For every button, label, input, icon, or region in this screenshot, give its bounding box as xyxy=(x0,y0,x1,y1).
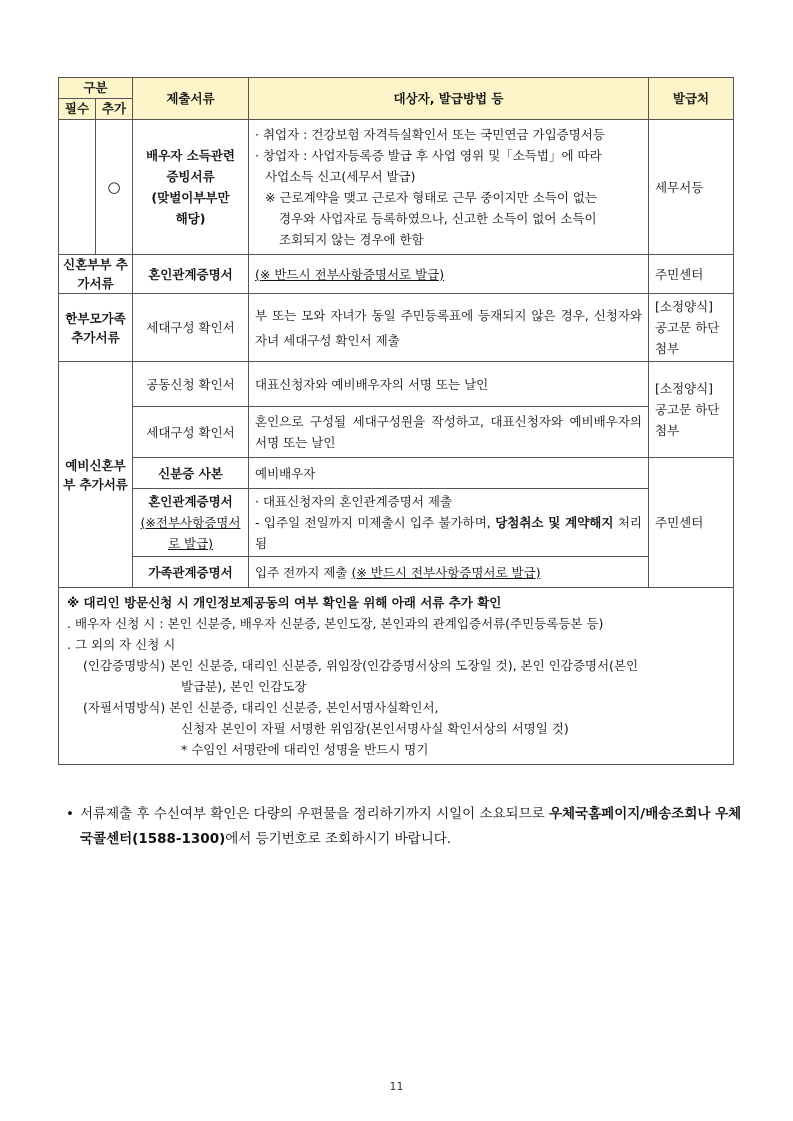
header-required: 필수 xyxy=(59,99,96,120)
table-row xyxy=(59,120,734,255)
marriage-cert-target xyxy=(249,489,649,557)
prospective-issuer-center: 주민센터 xyxy=(649,458,734,588)
income-target-line: 사업소득 신고(세무서 발급) xyxy=(265,169,416,184)
table-row xyxy=(59,557,734,588)
header-documents: 제출서류 xyxy=(133,78,249,120)
newlywed-target: (※ 반드시 전부사항증명서로 발급) xyxy=(249,255,649,294)
table-row xyxy=(59,255,734,294)
tracking-notice-bold: 우체국홈페이지/배송조회나 우체국콜센터(1588-1300) xyxy=(80,806,742,847)
table-row xyxy=(59,294,734,362)
table-row xyxy=(59,588,734,765)
joint-application-doc: 공동신청 확인서 xyxy=(133,362,249,407)
proxy-notice-title: ※ 대리인 방문신청 시 개인정보제공동의 여부 확인을 위해 아래 서류 추가 확인 xyxy=(67,595,502,610)
id-copy-target: 예비배우자 xyxy=(249,458,649,489)
marriage-cert-target-pre: - 입주일 전일까지 미제출시 입주 불가하며, xyxy=(255,515,496,530)
tracking-notice-post: 에서 등기번호로 조회하시기 바랍니다. xyxy=(225,831,452,847)
header-issuer: 발급처 xyxy=(649,78,734,120)
marriage-cert-doc-note: (※전부사항증명서로 발급) xyxy=(140,515,241,551)
income-target-note: ※ 근로계약을 맺고 근로자 형태로 근무 중이지만 소득이 없는 xyxy=(265,190,598,205)
marriage-cert-target-bold: 당첨취소 및 계약해지 xyxy=(495,515,614,530)
id-copy-doc: 신분증 사본 xyxy=(133,458,249,489)
newlywed-issuer: 주민센터 xyxy=(649,255,734,294)
income-issuer: 세무서등 xyxy=(649,120,734,255)
proxy-notice-cell xyxy=(59,588,734,765)
marriage-cert-target-post: 처리됨 xyxy=(255,515,642,551)
proxy-notice-line: 발급분), 본인 인감도장 xyxy=(181,679,307,694)
table-row xyxy=(59,489,734,557)
income-target-note: 경우와 사업자로 등록하였으나, 신고한 소득이 없어 소득이 xyxy=(279,211,597,226)
required-documents-table xyxy=(58,77,734,765)
proxy-notice-line: . 배우자 신청 시 : 본인 신분증, 배우자 신분증, 본인도장, 본인과의 관계입증서류(주민등록등본 등) xyxy=(67,616,604,631)
income-target-line: · 취업자 : 건강보험 자격득실확인서 또는 국민연금 가입증명서등 xyxy=(255,127,605,142)
proxy-notice-line: * 수임인 서명란에 대리인 성명을 반드시 명기 xyxy=(181,742,429,757)
income-target-cell xyxy=(249,120,649,255)
joint-application-target: 대표신청자와 예비배우자의 서명 또는 날인 xyxy=(249,362,649,407)
tracking-notice-text xyxy=(66,802,746,852)
proxy-notice-line: (자필서명방식) 본인 신분증, 대리인 신분증, 본인서명사실확인서, xyxy=(83,700,439,715)
tracking-notice-pre: 서류제출 후 수신여부 확인은 다량의 우편물을 정리하기까지 시일이 소요되므로 xyxy=(80,806,549,822)
marriage-cert-target-line: · 대표신청자의 혼인관계증명서 제출 xyxy=(255,494,453,509)
header-category: 구분 xyxy=(59,78,133,99)
additional-mark: ○ xyxy=(96,120,133,255)
marriage-cert-doc: 혼인관계증명서 xyxy=(148,494,233,509)
single-parent-issuer: [소정양식] 공고문 하단 첨부 xyxy=(649,294,734,362)
prospective-category: 예비신혼부부 추가서류 xyxy=(59,362,133,588)
marriage-cert-doc-cell xyxy=(133,489,249,557)
income-doc-line: (맞벌이부부만 xyxy=(151,190,230,205)
family-cert-target-note: (※ 반드시 전부사항증명서로 발급) xyxy=(351,564,541,580)
table-row xyxy=(59,407,734,458)
household-doc: 세대구성 확인서 xyxy=(133,407,249,458)
family-cert-doc: 가족관계증명서 xyxy=(133,557,249,588)
single-parent-target: 부 또는 모와 자녀가 동일 주민등록표에 등재되지 않은 경우, 신청자와 자녀 세대구성 확인서 제출 xyxy=(249,294,649,362)
page-number: 11 xyxy=(389,1080,404,1093)
income-doc-line: 해당) xyxy=(175,211,206,226)
marriage-cert-target-line xyxy=(255,512,642,554)
header-additional: 추가 xyxy=(96,99,133,120)
table-row xyxy=(59,458,734,489)
proxy-notice-line: 신청자 본인이 자필 서명한 위임장(본인서명사실 확인서상의 서명일 것) xyxy=(181,721,569,736)
household-target: 혼인으로 구성될 세대구성원을 작성하고, 대표신청자와 예비배우자의 서명 또는 날인 xyxy=(249,407,649,458)
income-target-note: 조회되지 않는 경우에 한함 xyxy=(279,232,424,247)
bullet-icon: • xyxy=(66,806,74,822)
prospective-issuer-form: [소정양식] 공고문 하단 첨부 xyxy=(649,362,734,458)
family-cert-target xyxy=(249,557,649,588)
income-doc-line: 증빙서류 xyxy=(166,169,215,184)
header-target: 대상자, 발급방법 등 xyxy=(249,78,649,120)
table-row xyxy=(59,362,734,407)
income-doc-line: 배우자 소득관련 xyxy=(146,148,235,163)
required-cell xyxy=(59,120,96,255)
table-header-row xyxy=(59,78,734,99)
tracking-notice xyxy=(66,802,746,852)
income-target-line: · 창업자 : 사업자등록증 발급 후 사업 영위 및「소득법」에 따라 xyxy=(255,148,602,163)
single-parent-category: 한부모가족 추가서류 xyxy=(59,294,133,362)
newlywed-category: 신혼부부 추가서류 xyxy=(59,255,133,294)
proxy-notice-line: . 그 외의 자 신청 시 xyxy=(67,637,176,652)
income-doc-cell xyxy=(133,120,249,255)
family-cert-target-pre: 입주 전까지 제출 xyxy=(255,564,352,580)
proxy-notice-line: (인감증명방식) 본인 신분증, 대리인 신분증, 위임장(인감증명서상의 도장일 것), 본인 인감증명서(본인 xyxy=(83,658,639,673)
single-parent-doc: 세대구성 확인서 xyxy=(133,294,249,362)
newlywed-doc: 혼인관계증명서 xyxy=(133,255,249,294)
